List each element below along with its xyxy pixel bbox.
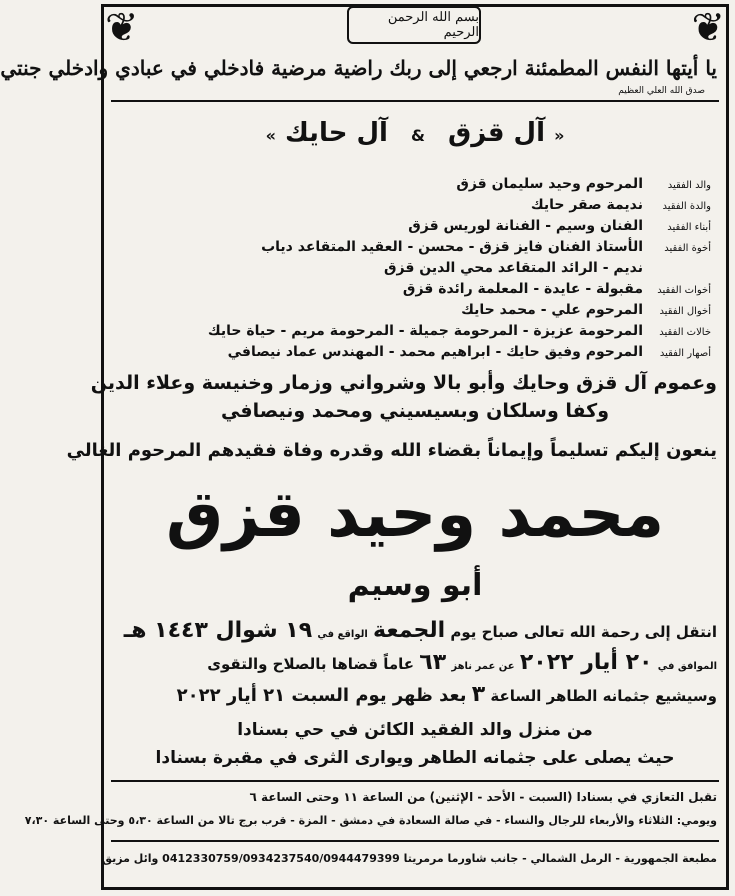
relative-row <box>115 323 711 344</box>
family-first: آل قزق <box>448 118 546 148</box>
text: وسيشيع جثمانه الطاهر الساعة <box>490 687 717 705</box>
relative-row <box>115 281 711 302</box>
divider <box>111 840 719 842</box>
condolence-line-2: ويومي: الثلاثاء والأربعاء للرجال والنساء - في صالة السعادة في دمشق - المزة - قرب برج تالا من الساعة ٥،٣٠ وحتى الساعة ٧،٣٠ <box>24 814 717 827</box>
text: الواقع في <box>317 629 368 640</box>
relative-row <box>115 344 711 365</box>
printer-footer: مطبعة الجمهورية - الرمل الشمالي - جانب شاورما مرمريتا 0412330759/0934237540/0944479399 وائل مزيق <box>102 852 717 865</box>
relative-label: أخوات الفقيد <box>657 285 711 296</box>
relative-row <box>115 260 711 281</box>
ornament-icon: ❦ <box>691 5 725 51</box>
relative-label: أبناء الفقيد <box>667 222 711 233</box>
deceased-nickname: أبو وسيم <box>347 568 483 603</box>
age: ٦٣ <box>419 650 447 675</box>
text: عن عمر ناهز <box>451 661 515 672</box>
basmala: بسم الله الرحمن الرحيم <box>347 6 481 44</box>
divider <box>111 100 719 102</box>
relative-row <box>115 302 711 323</box>
extended-families-1: وعموم آل قزق وحايك وأبو بالا وشرواني وزمار وخنيسة وعلاء الدين <box>90 372 717 394</box>
relative-label: خالات الفقيد <box>659 327 711 338</box>
relative-label: والد الفقيد <box>667 180 711 191</box>
relative-value: مقبولة - عايدة - المعلمة رائدة قزق <box>402 281 643 297</box>
funeral-location: من منزل والد الفقيد الكائن في حي بسنادا <box>237 720 593 740</box>
ornament-icon: ❦ <box>105 5 139 51</box>
relative-value: الأستاذ الفنان فايز قزق - محسن - العقيد المتقاعد دياب <box>261 239 643 255</box>
verse-reference: صدق الله العلي العظيم <box>618 86 705 96</box>
relative-label: أصهار الفقيد <box>659 348 711 359</box>
relative-value: نديمة صقر حايك <box>530 197 643 213</box>
relative-row <box>115 218 711 239</box>
day-of-death: الجمعة <box>373 618 446 643</box>
extended-families-2: وكفا وسلكان وبسيسيني ومحمد ونيصافي <box>220 400 610 422</box>
relative-value: الفنان وسيم - الفنانة لوريس قزق <box>408 218 643 234</box>
text: انتقل إلى رحمة الله تعالى صباح يوم <box>450 623 717 641</box>
relative-row <box>115 239 711 260</box>
burial-location: حيث يصلى على جثمانه الطاهر ويوارى الثرى في مقبرة بسنادا <box>155 748 675 768</box>
relative-value: المرحوم علي - محمد حايك <box>461 302 643 318</box>
announcement: ينعون إليكم تسليماً وإيماناً بقضاء الله وقدره وفاة فقيدهم المرحوم الغالي <box>66 440 717 461</box>
hijri-date: ١٩ شوال ١٤٤٣ هـ <box>123 618 313 643</box>
relative-label: أخوال الفقيد <box>659 306 711 317</box>
relative-row <box>115 176 711 197</box>
text: الموافق في <box>657 661 717 672</box>
relative-label: أخوة الفقيد <box>664 243 711 254</box>
relative-value: المرحومة عزيزة - المرحومة جميلة - المرحومة مريم - حياة حايك <box>207 323 643 339</box>
quote-close: » <box>265 126 276 145</box>
relative-row <box>115 197 711 218</box>
relative-value: نديم - الرائد المتقاعد محي الدين قزق <box>384 260 643 276</box>
death-date-line <box>113 618 717 643</box>
relative-value: المرحوم وفيق حايك - ابراهيم محمد - المهندس عماد نيصافي <box>227 344 643 360</box>
funeral-line <box>113 682 717 707</box>
relative-value: المرحوم وحيد سليمان قزق <box>456 176 643 192</box>
funeral-date: بعد ظهر يوم السبت ٢١ أيار ٢٠٢٢ <box>176 685 467 706</box>
condolence-line-1: تقبل التعازي في بسنادا (السبت - الأحد - الإثنين) من الساعة ١١ وحتى الساعة ٦ <box>249 790 717 804</box>
text: عاماً قضاها بالصلاح والتقوى <box>207 655 415 673</box>
family-second: آل حايك <box>284 118 388 148</box>
gregorian-date: ٢٠ أيار ٢٠٢٢ <box>519 650 653 675</box>
families-heading <box>113 118 717 148</box>
quote-open: « <box>554 126 565 145</box>
divider <box>111 780 719 782</box>
age-line <box>113 650 717 675</box>
ampersand: & <box>411 126 425 145</box>
deceased-name: محمد وحيد قزق <box>165 478 665 552</box>
funeral-hour: ٣ <box>471 682 486 707</box>
relative-label: والدة الفقيد <box>662 201 711 212</box>
relatives-list <box>115 176 711 365</box>
quran-verse: يا أيتها النفس المطمئنة ارجعي إلى ربك راضية مرضية فادخلي في عبادي وادخلي جنتي <box>0 56 717 80</box>
